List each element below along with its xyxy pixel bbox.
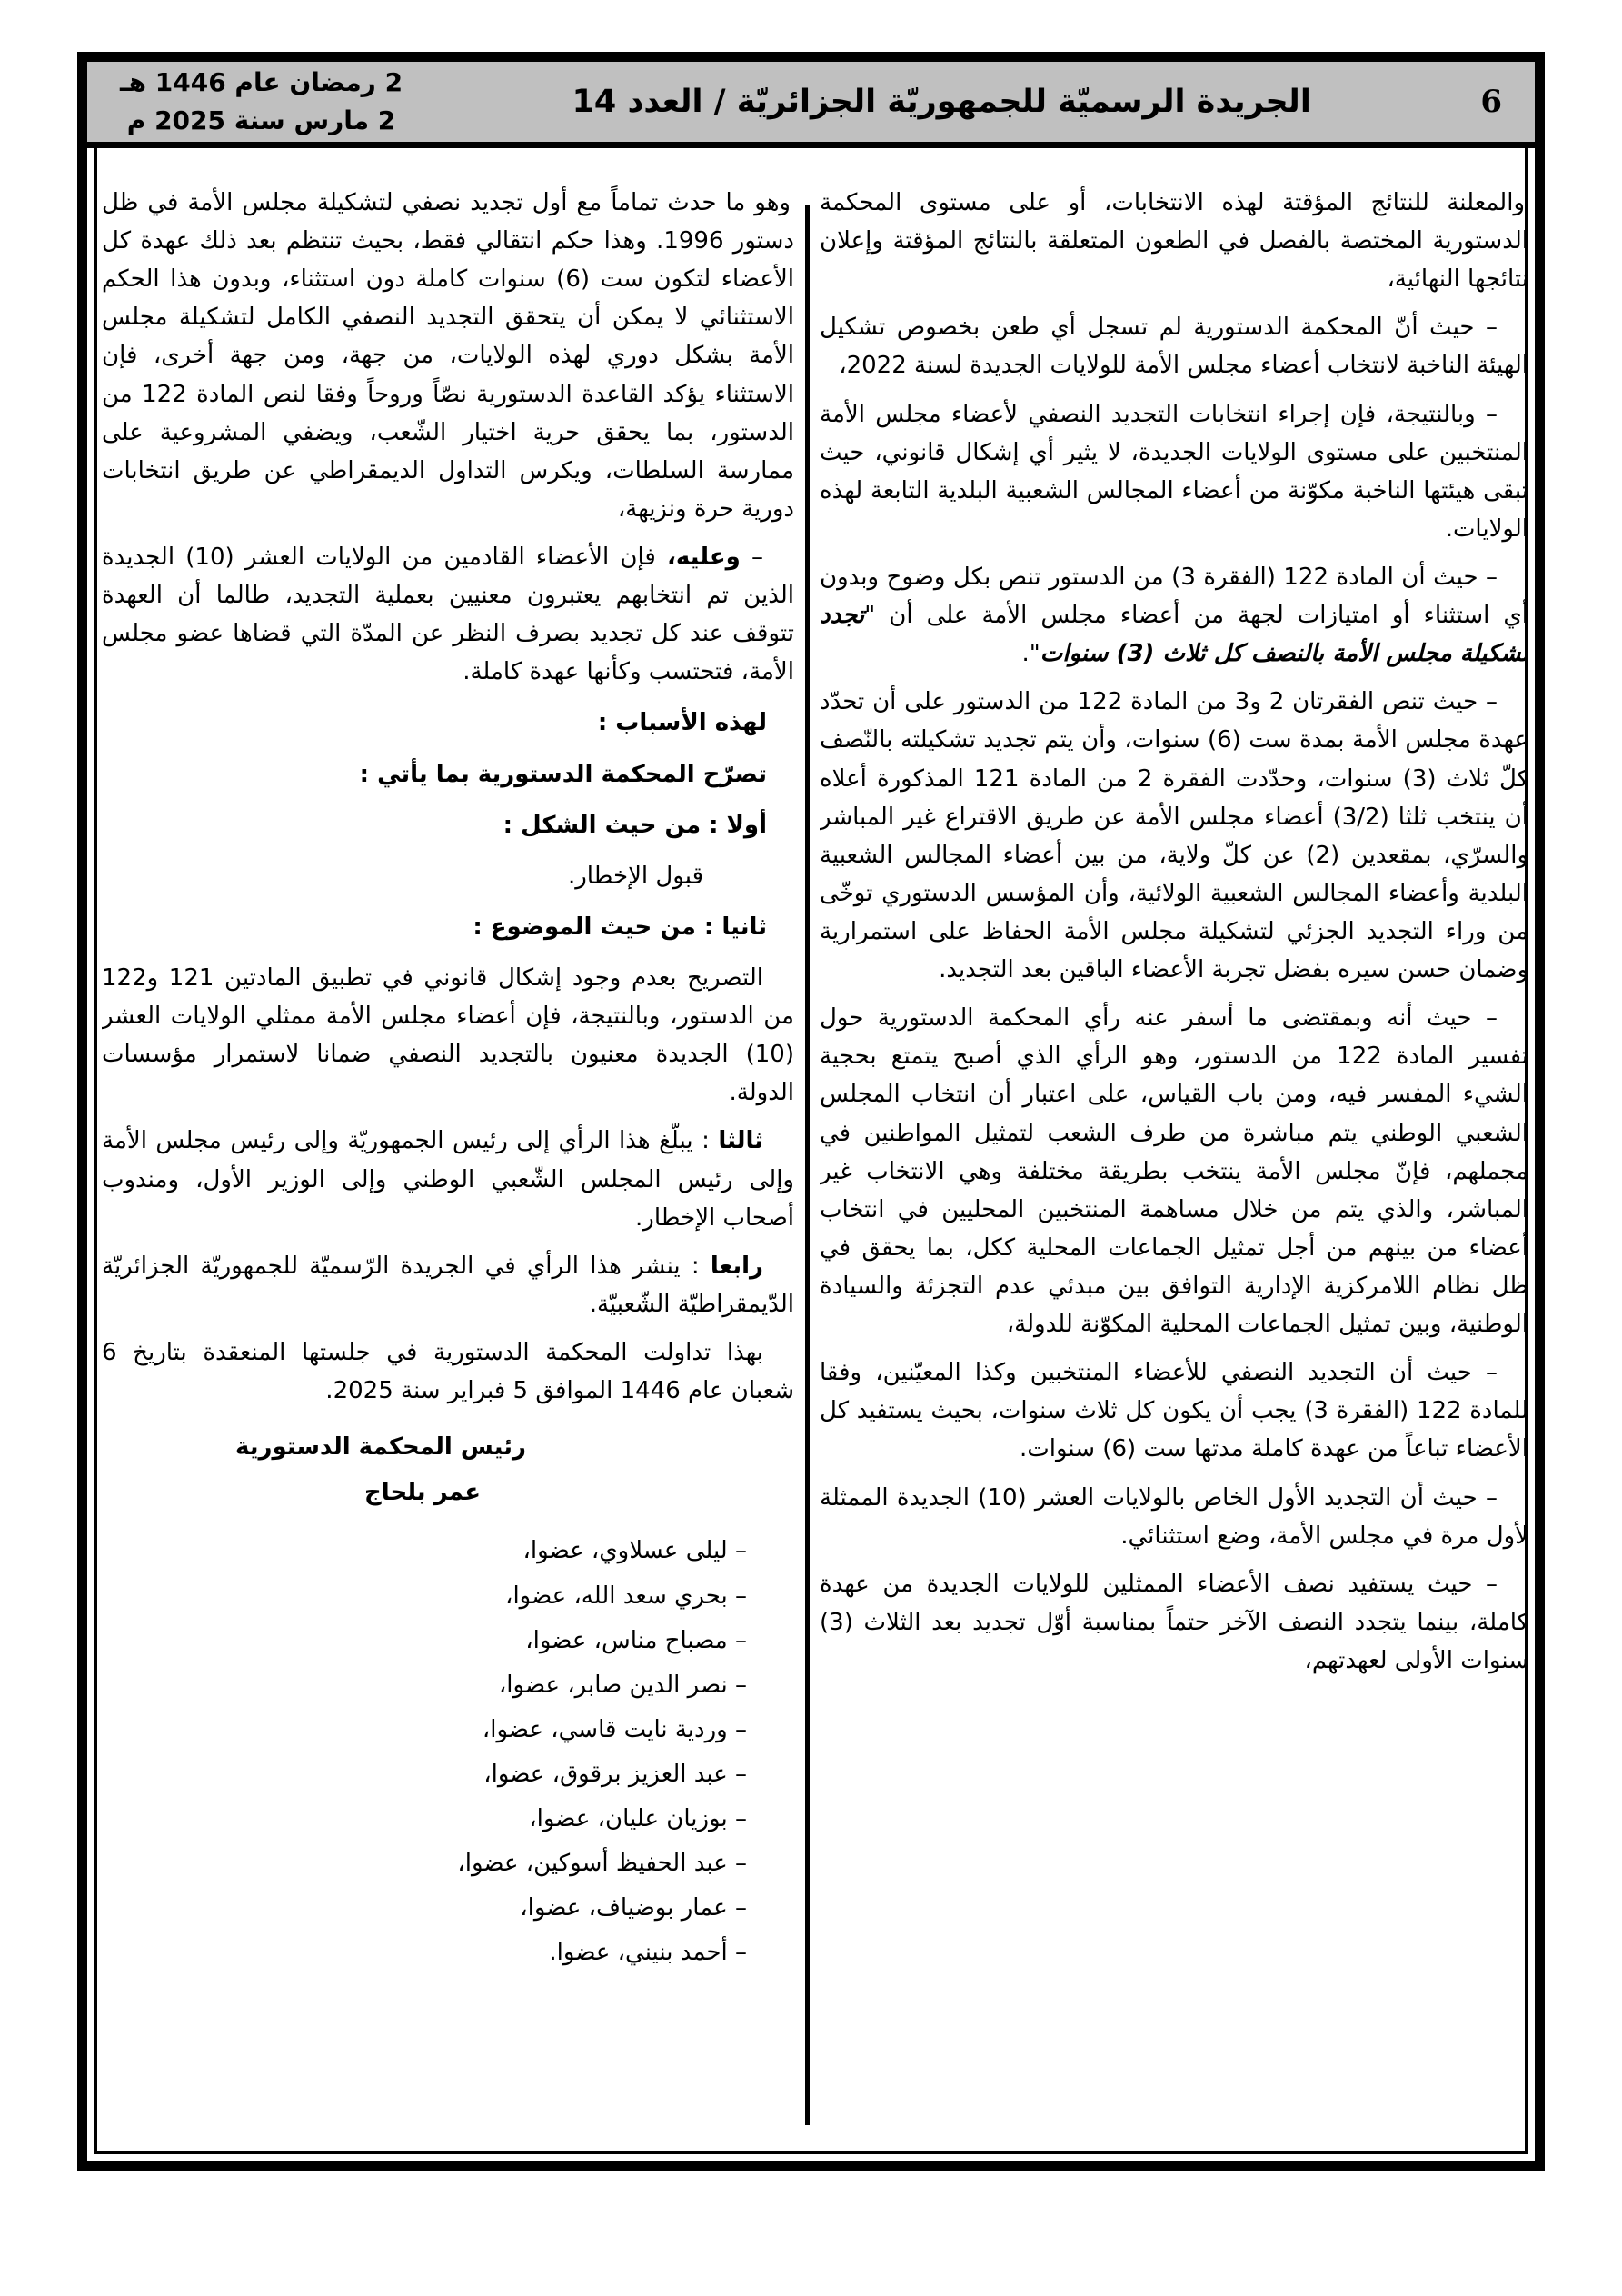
text-segment: : يبلّغ هذا الرأي إلى رئيس الجمهوريّة وإلى رئيس مجلس الأمة وإلى رئيس المجلس الشّعبي الوطني وإلى الوزير الأول، ومندوب أصحاب الإخطار. xyxy=(102,1127,794,1232)
body-paragraph xyxy=(102,1122,794,1236)
member-item xyxy=(102,1889,794,1927)
text-segment: – ليلى عسلاوي، عضوا، xyxy=(522,1537,747,1565)
body-paragraph xyxy=(820,558,1528,673)
issue-dates xyxy=(120,64,403,140)
body-paragraph xyxy=(820,999,1528,1343)
date-hijri: 2 رمضان عام 1446 هـ xyxy=(120,67,403,97)
text-segment: عمر بلحاج xyxy=(363,1479,481,1507)
body-paragraph xyxy=(820,683,1528,989)
date-gregorian: 2 مارس سنة 2025 م xyxy=(126,105,396,135)
body-paragraph xyxy=(820,1353,1528,1468)
member-item xyxy=(102,1844,794,1882)
text-segment: – حيث أنّ المحكمة الدستورية لم تسجل أي طعن بخصوص تشكيل الهيئة الناخبة لانتخاب أعضاء مجلس الأمة للولايات الجديدة لسنة 2022، xyxy=(820,314,1528,380)
text-segment: – عمار بوضياف، عضوا، xyxy=(520,1894,747,1922)
body-paragraph xyxy=(820,308,1528,384)
member-item xyxy=(102,1933,794,1972)
text-segment: التصريح بعدم وجود إشكال قانوني في تطبيق المادتين 121 و122 من الدستور، وبالنتيجة، فإن أعضاء مجلس الأمة ممثلي الولايات العشر (10) الجديدة معنيون بالتجديد النصفي ضمانا لاستمرار مؤسسات الدولة. xyxy=(102,963,794,1107)
text-segment: قبول الإخطار. xyxy=(567,862,703,890)
member-item xyxy=(102,1532,794,1570)
masthead xyxy=(87,62,1535,148)
section-heading xyxy=(102,806,794,844)
text-segment: تصرّح المحكمة الدستورية بما يأتي : xyxy=(359,760,767,788)
signature-name xyxy=(102,1473,794,1512)
body-paragraph xyxy=(820,1565,1528,1680)
member-item xyxy=(102,1800,794,1838)
text-segment: وعليه، xyxy=(667,543,741,571)
section-heading xyxy=(102,755,794,794)
member-item xyxy=(102,1622,794,1660)
text-segment: والمعلنة للنتائج المؤقتة لهذه الانتخابات، أو على مستوى المحكمة الدستورية المختصة بالفصل في الطعون المتعلقة بالنتائج المؤقتة وإعلان نتائجها النهائية، xyxy=(820,189,1528,294)
section-heading xyxy=(102,908,794,946)
decision-line xyxy=(102,857,794,895)
text-segment: – عبد الحفيظ أسوكين، عضوا، xyxy=(457,1850,747,1878)
text-segment: رئيس المحكمة الدستورية xyxy=(234,1433,526,1462)
text-segment: ثالثا xyxy=(718,1127,763,1155)
text-segment: لهذه الأسباب : xyxy=(597,709,767,737)
text-column-left xyxy=(102,184,794,2151)
text-segment: – نصر الدين صابر، عضوا، xyxy=(498,1671,747,1699)
text-segment: – بحري سعد الله، عضوا، xyxy=(505,1582,747,1610)
text-segment: – حيث تنص الفقرتان 2 و3 من المادة 122 من الدستور على أن تحدّد عهدة مجلس الأمة بمدة ست (6) سنوات، وأن يتم تجديد تشكيلته بالنّصف كلّ ثلاث (3) سنوات، وحدّدت الفقرة 2 من المادة 121 المذكورة أعلاه أن ينتخب ثلثا (3/2) أعضاء مجلس الأمة عن طريق الاقتراع غير المباشر والسرّي، بمقعدين (2) عن كلّ ولاية، من بين أعضاء المجالس الشعبية البلدية وأعضاء المجالس الشعبية الولائية، وأن المؤسس الدستوري توخّى من وراء التجديد الجزئي لتشكيلة مجلس الأمة الحفاظ على استمرارية وضمان حسن سيره بفضل تجربة الأعضاء الباقين بعد التجديد. xyxy=(820,688,1528,984)
text-segment: – xyxy=(740,543,763,571)
text-segment: رابعا xyxy=(710,1252,763,1280)
text-segment: ". xyxy=(1021,640,1040,668)
text-segment: ثانيا : من حيث الموضوع : xyxy=(473,913,767,941)
text-segment: – حيث أن التجديد الأول الخاص بالولايات العشر (10) الجديدة الممثلة لأول مرة في مجلس الأمة، وضع استثنائي. xyxy=(820,1483,1528,1550)
signature-title xyxy=(102,1428,794,1466)
text-segment: وهو ما حدث تماماً مع أول تجديد نصفي لتشكيلة مجلس الأمة في ظل دستور 1996. وهذا حكم انتقالي فقط، بحيث تنتظم بعد ذلك عهدة كل الأعضاء لتكون ست (6) سنوات كاملة دون استثناء، وبدون هذا الحكم الاستثنائي لا يمكن أن يتحقق التجديد النصفي الكامل لتشكيلة مجلس الأمة بشكل دوري لهذه الولايات، من جهة، ومن جهة أخرى، فإن الاستثناء يؤكد القاعدة الدستورية نصّاً وروحاً وفقا لنص المادة 122 من الدستور، بما يحقق حرية اختيار الشّعب، ويضفي المشروعية على ممارسة السلطات، ويكرس التداول الديمقراطي عن طريق انتخابات دورية حرة ونزيهة، xyxy=(102,189,794,523)
text-segment: – عبد العزيز برقوق، عضوا، xyxy=(483,1760,747,1788)
text-segment: – وبالنتيجة، فإن إجراء انتخابات التجديد النصفي لأعضاء مجلس الأمة المنتخبين على مستوى الولايات الجديدة، لا يثير أي إشكال قانوني، حيث تبقى هيئتها الناخبة مكوّنة من أعضاء المجالس الشعبية البلدية التابعة لهذه الولايات. xyxy=(820,400,1528,543)
text-segment: – حيث أنه وبمقتضى ما أسفر عنه رأي المحكمة الدستورية حول تفسير المادة 122 من الدستور، وهو الرأي الذي أصبح يتمتع بحجية الشيء المفسر فيه، ومن باب القياس، على اعتبار أن انتخاب المجلس الشعبي الوطني يتم مباشرة من طرف الشعب لتمثيل المواطنين في مجملهم، فإنّ مجلس الأمة ينتخب بطريقة مختلفة وهي الانتخاب غير المباشر، والذي يتم من خلال مساهمة المنتخبين المحليين في انتخاب أعضاء من بينهم من أجل تمثيل الجماعات المحلية ككل، بما يحقق في ظل نظام اللامركزية الإدارية التوافق بين مبدئي عدم التجزئة والسيادة الوطنية، وبين تمثيل الجماعات المحلية المكوّنة للدولة، xyxy=(820,1004,1528,1339)
body-paragraph xyxy=(820,184,1528,298)
text-segment: – مصباح مناس، عضوا، xyxy=(525,1626,747,1654)
page-number: 6 xyxy=(1480,84,1502,120)
text-segment: – حيث أن المادة 122 (الفقرة 3) من الدستور تنص بكل وضوح وبدون أي استثناء أو امتيازات لجهة من أعضاء مجلس الأمة على أن " xyxy=(820,563,1528,630)
text-segment: تجدد تشكيلة مجلس الأمة بالنصف كل ثلاث (3) سنوات xyxy=(820,602,1528,668)
text-segment: : ينشر هذا الرأي في الجريدة الرّسميّة للجمهوريّة الجزائريّة الدّيمقراطيّة الشّعبيّة. xyxy=(102,1252,794,1318)
member-item xyxy=(102,1666,794,1704)
column-divider xyxy=(805,205,810,2125)
member-item xyxy=(102,1711,794,1749)
gazette-title: الجريدة الرسميّة للجمهوريّة الجزائريّة / العدد 14 xyxy=(572,84,1311,120)
member-item xyxy=(102,1577,794,1615)
text-segment: فإن الأعضاء القادمين من الولايات العشر (10) الجديدة الذين تم انتخابهم يعتبرون معنيين بعملية التجديد، طالما أن العهدة تتوقف عند كل تجديد بصرف النظر عن المدّة التي قضاها عضو مجلس الأمة، فتحتسب وكأنها عهدة كاملة. xyxy=(102,543,794,686)
body-paragraph xyxy=(102,959,794,1112)
text-segment: – حيث يستفيد نصف الأعضاء الممثلين للولايات الجديدة من عهدة كاملة، بينما يتجدد النصف الآخر حتماً بمناسبة أوّل تجديد بعد الثلاث (3) سنوات الأولى لعهدتهم، xyxy=(820,1570,1528,1674)
body-paragraph xyxy=(820,395,1528,548)
member-item xyxy=(102,1755,794,1793)
text-segment: بهذا تداولت المحكمة الدستورية في جلستها المنعقدة بتاريخ 6 شعبان عام 1446 الموافق 5 فبراير سنة 2025. xyxy=(102,1338,794,1405)
body-paragraph xyxy=(102,538,794,691)
text-segment: – أحمد بنيني، عضوا. xyxy=(549,1939,747,1967)
body-paragraph xyxy=(820,1479,1528,1555)
text-segment: – بوزيان عليان، عضوا، xyxy=(529,1805,747,1833)
body-paragraph xyxy=(102,1247,794,1323)
text-segment: أولا : من حيث الشكل : xyxy=(503,811,767,839)
section-heading xyxy=(102,704,794,742)
body-paragraph xyxy=(102,184,794,528)
text-segment: – حيث أن التجديد النصفي للأعضاء المنتخبين وكذا المعيّنين، وفقا للمادة 122 (الفقرة 3) يجب أن يكون كل ثلاث سنوات، بحيث يستفيد كل الأعضاء تباعاً من عهدة كاملة مدتها ست (6) سنوات. xyxy=(820,1359,1528,1463)
text-column-right xyxy=(820,184,1528,2151)
body-paragraph xyxy=(102,1333,794,1410)
text-segment: – وردية نايت قاسي، عضوا، xyxy=(482,1715,747,1743)
